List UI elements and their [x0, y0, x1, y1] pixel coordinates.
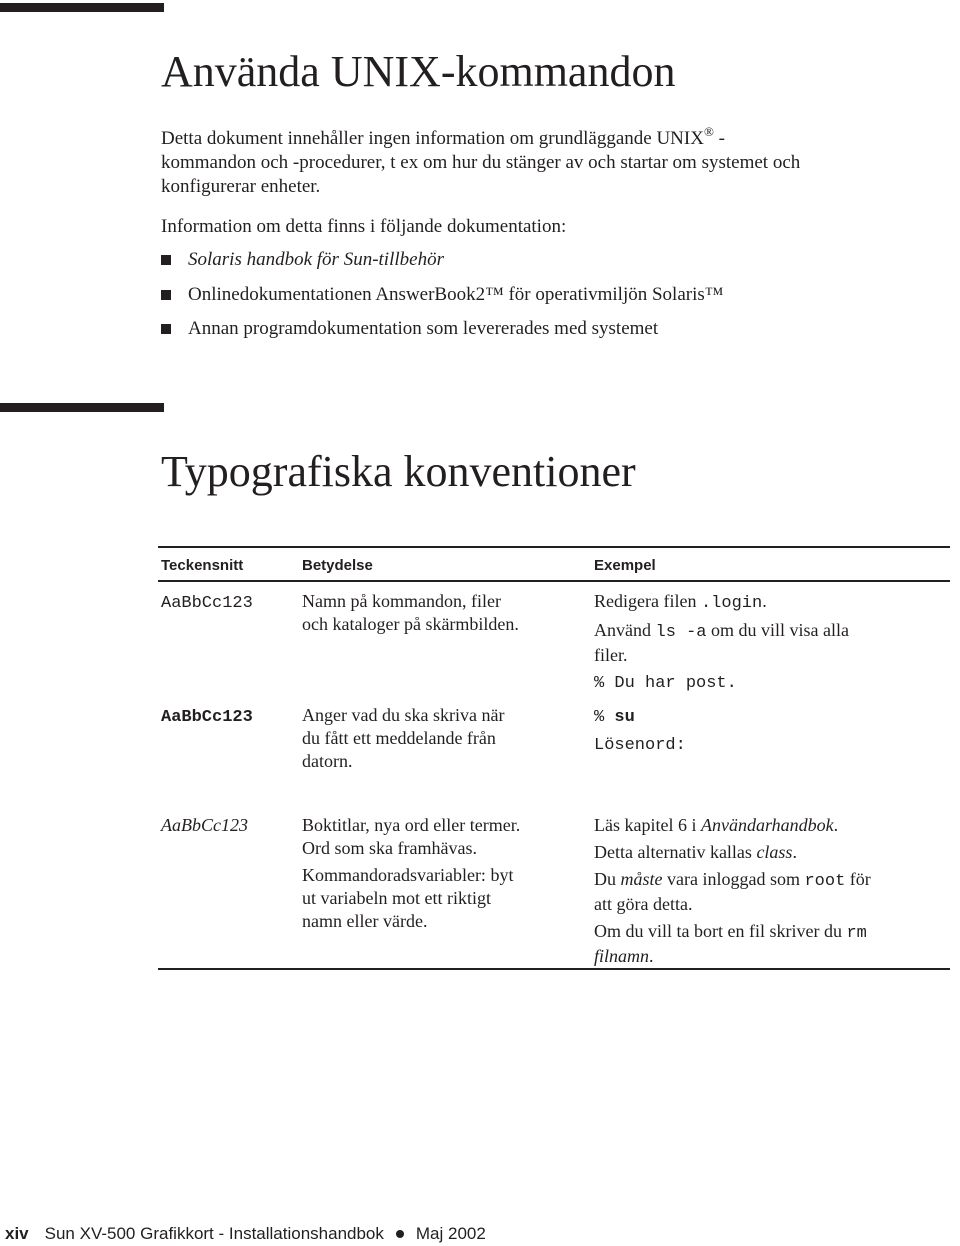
example-italic: Användarhandbok	[700, 815, 834, 835]
section-rule-top	[0, 3, 164, 12]
header-typeface: Teckensnitt	[161, 557, 244, 574]
meaning-line: du fått ett meddelande från	[302, 728, 496, 748]
meaning-cell	[302, 704, 504, 773]
section-title-unix: Använda UNIX-kommandon	[161, 47, 676, 96]
example-text: vara inloggad som	[662, 869, 805, 889]
meaning-line: Kommandoradsvariabler: byt	[302, 865, 514, 885]
example-text: att göra detta.	[594, 894, 693, 914]
example-code-bold: su	[614, 708, 635, 727]
example-text: .	[833, 815, 839, 835]
footer-title: Sun XV-500 Grafikkort - Installationshandbok	[44, 1224, 384, 1243]
example-cell	[594, 590, 849, 695]
example-text: Du	[594, 869, 621, 889]
lead-paragraph: Information om detta finns i följande dokumentation:	[161, 216, 567, 237]
bullet-dot-icon	[396, 1230, 404, 1238]
meaning-line: Boktitlar, nya ord eller termer.	[302, 815, 521, 835]
footer-date: Maj 2002	[415, 1224, 486, 1243]
table-header-rule	[158, 580, 950, 582]
example-code: Lösenord:	[594, 736, 686, 755]
registered-mark: ®	[703, 124, 714, 139]
example-code: ls -a	[655, 623, 707, 642]
bullet-text-3: Annan programdokumentation som levererades med systemet	[188, 318, 659, 339]
example-text: Om du vill ta bort en fil skriver du	[594, 921, 847, 941]
meaning-line: datorn.	[302, 751, 353, 771]
typeface-sample-mono-bold: AaBbCc123	[161, 708, 253, 727]
section-rule-middle	[0, 403, 164, 412]
intro-line-1: Detta dokument innehåller ingen information om grundläggande UNIX	[161, 128, 704, 149]
bullet-item	[161, 248, 941, 272]
meaning-cell	[302, 590, 519, 636]
example-text: Detta alternativ kallas	[594, 842, 757, 862]
example-code: rm	[846, 924, 867, 943]
bullet-square-icon	[161, 255, 171, 265]
intro-line-2: kommandon och -procedurer, t ex om hur du stänger av och startar om systemet och	[161, 152, 801, 173]
meaning-line: namn eller värde.	[302, 911, 428, 931]
meaning-cell	[302, 814, 520, 933]
example-text: .	[649, 946, 654, 966]
page-footer	[5, 1224, 486, 1244]
example-cell	[594, 704, 686, 757]
bullet-item	[161, 283, 941, 307]
bullet-item	[161, 317, 941, 341]
bullet-text-2: Onlinedokumentationen AnswerBook2™ för operativmiljön Solaris™	[188, 284, 724, 305]
intro-paragraph	[161, 120, 960, 199]
table-top-rule	[158, 546, 950, 548]
meaning-line: Ord som ska framhävas.	[302, 838, 477, 858]
table-bottom-rule	[158, 968, 950, 970]
bullet-square-icon	[161, 290, 171, 300]
page-number: xiv	[5, 1224, 29, 1243]
example-text: .	[762, 591, 767, 611]
section-title-typography: Typografiska konventioner	[161, 447, 636, 496]
bullet-text-1: Solaris handbok för Sun-tillbehör	[188, 249, 444, 270]
intro-line-3: konfigurerar enheter.	[161, 176, 321, 197]
meaning-line: och kataloger på skärmbilden.	[302, 614, 519, 634]
header-example: Exempel	[594, 557, 656, 574]
example-text: Använd	[594, 620, 656, 640]
example-code: root	[804, 872, 846, 891]
example-text: om du vill visa alla	[706, 620, 849, 640]
meaning-line: Namn på kommandon, filer	[302, 591, 501, 611]
typeface-sample-italic: AaBbCc123	[161, 815, 248, 835]
example-italic: filnamn	[594, 946, 650, 966]
meaning-line: Anger vad du ska skriva när	[302, 705, 505, 725]
example-text: Redigera filen	[594, 591, 701, 611]
example-italic: class	[756, 842, 793, 862]
typeface-sample-mono: AaBbCc123	[161, 594, 253, 613]
example-code: % Du har post.	[594, 674, 737, 693]
example-code: %	[594, 708, 615, 727]
meaning-line: ut variabeln mot ett riktigt	[302, 888, 491, 908]
example-code: .login	[700, 594, 763, 613]
example-italic: måste	[620, 869, 663, 889]
bullet-square-icon	[161, 324, 171, 334]
header-meaning: Betydelse	[302, 557, 373, 574]
example-text: filer.	[594, 645, 628, 665]
example-text: för	[845, 869, 871, 889]
example-text: .	[792, 842, 797, 862]
example-text: Läs kapitel 6 i	[594, 815, 701, 835]
example-cell	[594, 814, 871, 968]
intro-hyphen: -	[713, 128, 725, 149]
